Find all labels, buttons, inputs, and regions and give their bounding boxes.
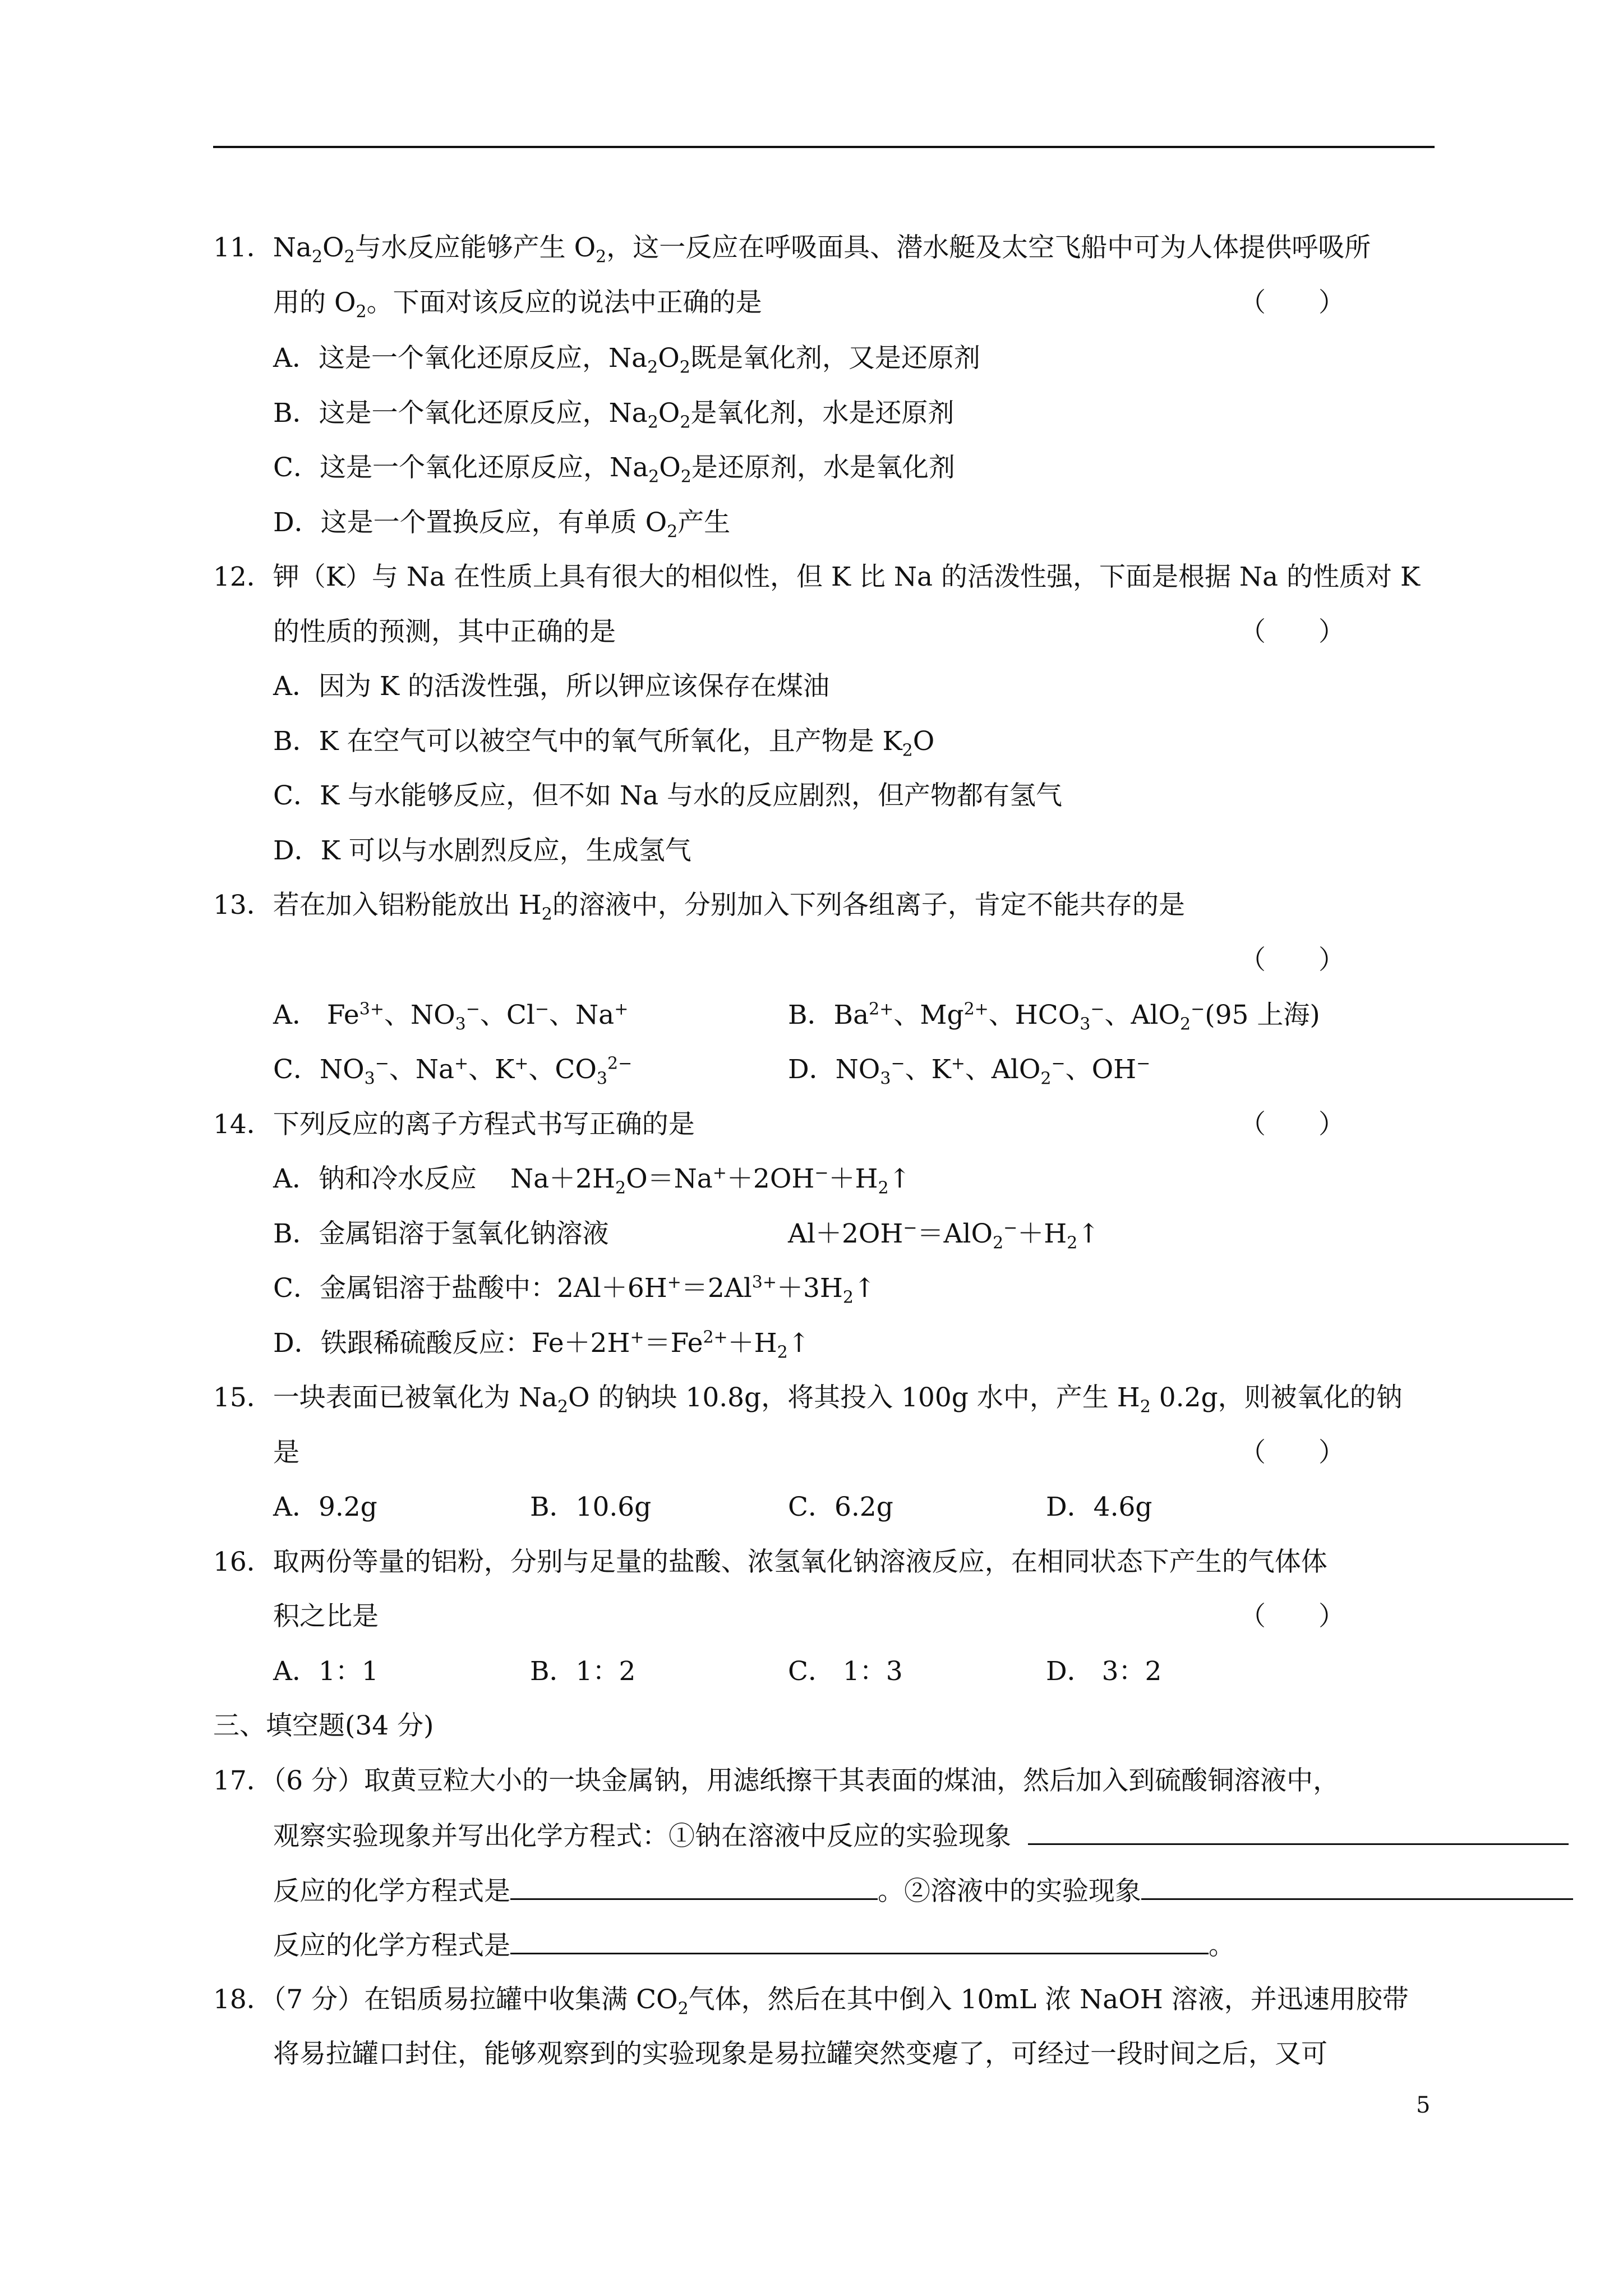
q16-option-b: B．1：2 <box>530 1656 636 1687</box>
q13-line-1: 13．若在加入铝粉能放出 $H_2$的溶液中，分别加入下列各组离子，肯定不能共存的是 <box>213 890 1185 924</box>
q18-line-1: 18．（7 分）在铝质易拉罐中收集满 $CO_2$气体，然后在其中倒入 10mL 浓 NaOH 溶液，并迅速用胶带 <box>213 1984 1409 2019</box>
answer-blank-phenomenon-2[interactable] <box>1141 1874 1573 1900</box>
q12-option-c: C．K 与水能够反应，但不如 Na 与水的反应剧烈，但产物都有氢气 <box>273 780 1063 811</box>
q11-option-b: B．这是一个氧化还原反应，$Na_2O_2$是氧化剂，水是还原剂 <box>273 398 955 432</box>
q11-line-1: 11．$Na_2O_2$与水反应能够产生 $O_2$，这一反应在呼吸面具、潜水艇及太空飞船中可为人体提供呼吸所 <box>213 232 1371 267</box>
q13-answer-paren: （ ） <box>1239 945 1345 976</box>
q13-option-d: D．$NO_3^-$、K+、AlO$_2$−、OH− <box>788 1053 1151 1089</box>
q15-option-b: B．10.6g <box>530 1492 652 1522</box>
q17-line-1: 17．（6 分）取黄豆粒大小的一块金属钠，用滤纸擦干其表面的煤油，然后加入到硫酸铜溶液中， <box>213 1765 1340 1796</box>
q12-option-b: B．K 在空气可以被空气中的氧气所氧化，且产物是 $K_2O$ <box>273 726 935 761</box>
section-heading: 三、填空题(34 分) <box>213 1710 434 1741</box>
q11-option-a: A．这是一个氧化还原反应，$Na_2O_2$既是氧化剂，又是还原剂 <box>273 343 980 378</box>
q14-option-c: C．金属铝溶于盐酸中：$2Al+6H^+=2Al^{3+}+3H_2↑$ <box>273 1272 876 1308</box>
q16-option-c: C． 1：3 <box>788 1656 903 1687</box>
q11-line-2: 用的 $O_2$。下面对该反应的说法中正确的是 <box>273 287 762 322</box>
q12-line-1: 12．钾（K）与 Na 在性质上具有很大的相似性，但 K 比 Na 的活泼性强，下面是根据 Na 的性质对 K <box>213 562 1421 592</box>
q11-answer-paren: （ ） <box>1239 287 1345 318</box>
q17-line-4: 反应的化学方程式是 。 <box>273 1928 1235 1962</box>
q14-line-1: 14．下列反应的离子方程式书写正确的是 <box>213 1109 695 1140</box>
q16-line-2: 积之比是 <box>273 1601 379 1632</box>
q15-option-a: A．9.2g <box>273 1492 377 1522</box>
answer-blank-phenomenon-1[interactable] <box>1028 1819 1569 1845</box>
q11-option-c: C．这是一个氧化还原反应，$Na_2O_2$是还原剂，水是氧化剂 <box>273 452 955 487</box>
q13-option-c: C．$NO_3^-$、Na+、K+、$CO_3^{2-}$ <box>273 1053 633 1089</box>
q11-option-d: D．这是一个置换反应，有单质 $O_2$产生 <box>273 507 731 542</box>
q14-option-b: B．金属铝溶于氢氧化钠溶液 <box>273 1218 609 1249</box>
q17-line-3: 反应的化学方程式是 。②溶液中的实验现象 <box>273 1874 1573 1907</box>
q12-line-2: 的性质的预测，其中正确的是 <box>273 616 616 647</box>
q15-line-1: 15．一块表面已被氧化为 $Na_2O$ 的钠块 10.8g，将其投入 100g 水中，产生 $H_2$ 0.2g，则被氧化的钠 <box>213 1382 1403 1417</box>
q13-option-a: A． $Fe^{3+}$、$NO_3^-$、Cl−、Na+ <box>273 999 629 1034</box>
q14-option-d: D．铁跟稀硫酸反应：$Fe+2H^+=Fe^{2+}+H_2↑$ <box>273 1327 810 1363</box>
q18-line-2: 将易拉罐口封住，能够观察到的实验现象是易拉罐突然变瘪了，可经过一段时间之后，又可 <box>273 2039 1327 2069</box>
answer-blank-equation-2[interactable] <box>510 1928 1209 1954</box>
q16-option-a: A．1：1 <box>273 1656 379 1687</box>
q14-option-b-equation: $Al+2OH^-=AlO_2^-+H_2↑$ <box>788 1218 1100 1253</box>
q14-option-a: A．钠和冷水反应 $Na+2H_2O=Na^++2OH^-+H_2↑$ <box>273 1163 911 1198</box>
q15-answer-paren: （ ） <box>1239 1437 1345 1468</box>
answer-blank-equation-1[interactable] <box>510 1874 878 1900</box>
q15-line-2: 是 <box>273 1437 299 1468</box>
q16-line-1: 16．取两份等量的铝粉，分别与足量的盐酸、浓氢氧化钠溶液反应，在相同状态下产生的气体体 <box>213 1547 1327 1577</box>
q12-answer-paren: （ ） <box>1239 616 1345 647</box>
q12-option-d: D．K 可以与水剧烈反应，生成氢气 <box>273 835 691 866</box>
q13-option-b: B．$Ba^{2+}$、$Mg^{2+}$、$HCO_3^-$、AlO$_2$−(95 上海) <box>788 999 1320 1034</box>
q16-option-d: D． 3：2 <box>1046 1656 1162 1687</box>
q16-answer-paren: （ ） <box>1239 1601 1345 1632</box>
q14-answer-paren: （ ） <box>1239 1109 1345 1140</box>
q15-option-d: D．4.6g <box>1046 1492 1152 1522</box>
q15-option-c: C．6.2g <box>788 1492 893 1522</box>
q12-option-a: A．因为 K 的活泼性强，所以钾应该保存在煤油 <box>273 671 829 702</box>
header-rule <box>213 146 1435 148</box>
q17-line-2: 观察实验现象并写出化学方程式：①钠在溶液中反应的实验现象 <box>273 1819 1569 1852</box>
page-number: 5 <box>1416 2092 1431 2118</box>
